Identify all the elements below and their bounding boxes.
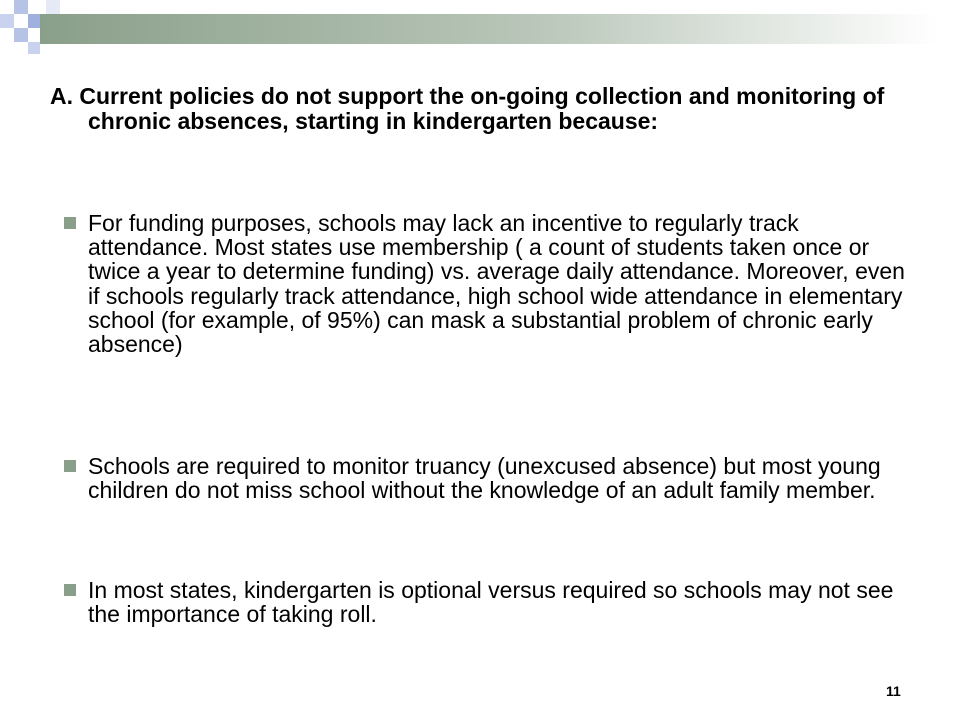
- header-gradient-bar: [40, 14, 940, 44]
- bullet-text: In most states, kindergarten is optional versus required so schools may not see the importance of taking roll.: [88, 577, 894, 628]
- page-number: 11: [886, 683, 901, 699]
- bullet-text: For funding purposes, schools may lack an incentive to regularly track attendance. Most states use membership ( a count of students taken once or twice a year to determine funding) vs. average daily attendance. Moreover, even if schools regularly track attendance, high school wide attendance in elementary school (for example, of 95%) can mask a substantial problem of chronic early absence): [88, 210, 905, 358]
- slide-heading: A. Current policies do not support the on-going collection and monitoring of chronic absences, starting in kindergarten because:: [50, 83, 885, 134]
- bullet-text: Schools are required to monitor truancy (unexcused absence) but most young children do not miss school without the knowledge of an adult family member.: [88, 453, 881, 504]
- square-bullet-icon: [64, 460, 76, 472]
- square-bullet-icon: [64, 584, 76, 596]
- square-bullet-icon: [64, 217, 76, 229]
